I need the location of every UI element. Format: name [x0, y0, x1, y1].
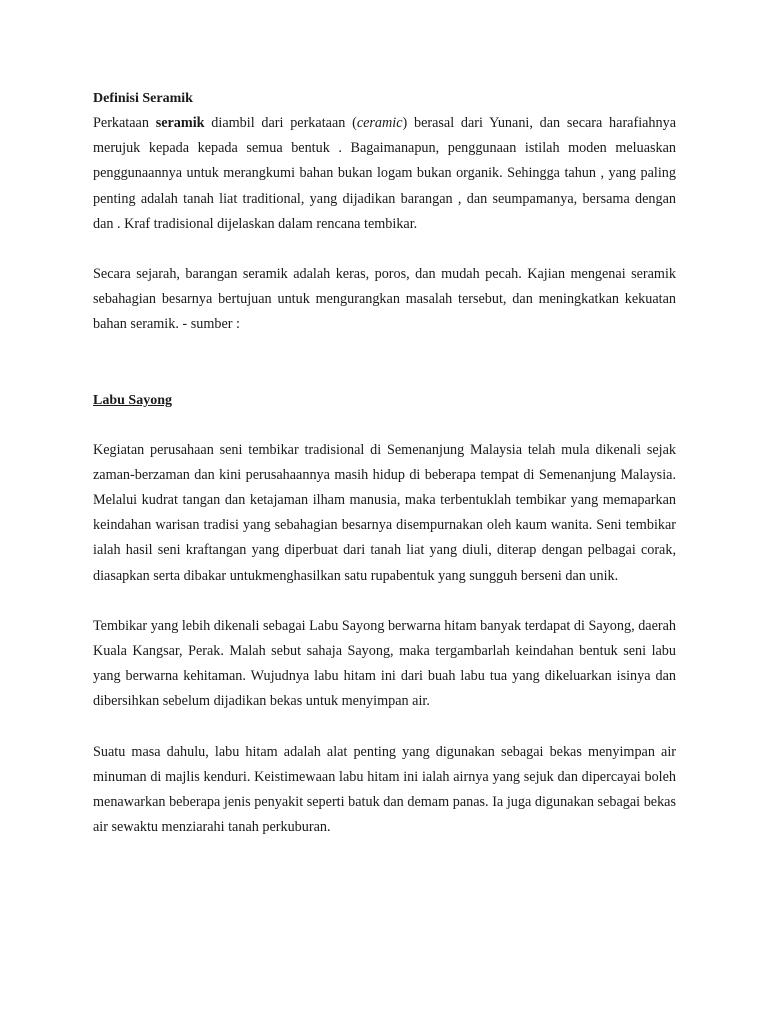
spacer — [93, 237, 676, 262]
section-title-labu-sayong: Labu Sayong — [93, 392, 172, 408]
text-segment: Perkataan — [93, 115, 156, 131]
spacer — [93, 338, 676, 388]
italic-term-ceramic: ceramic — [356, 115, 403, 131]
document-page — [93, 86, 676, 840]
paragraph-labu-sayong-1: Kegiatan perusahaan seni tembikar tradisional di Semenanjung Malaysia telah mula dikenali sejak zaman-berzaman dan kini perusahaannya masih hidup di beberapa tempat di Semenanjung Malaysia. Melalui kudrat tangan dan ketajaman ilham manusia, maka terbentuklah tembikar yang memaparkan keindahan warisan tradisi yang sebahagian besarnya disempurnakan oleh kaum wanita. Seni tembikar ialah hasil seni kraftangan yang diperbuat dari tanah liat yang diuli, diterap dengan pelbagai corak, diasapkan serta dibakar untukmenghasilkan satu rupabentuk yang sungguh berseni dan unik. — [93, 441, 676, 584]
section-title-definisi-seramik: Definisi Seramik — [93, 91, 193, 106]
spacer — [93, 589, 676, 614]
spacer — [93, 715, 676, 740]
spacer — [93, 413, 676, 438]
paragraph-labu-sayong-2: Tembikar yang lebih dikenali sebagai Labu Sayong berwarna hitam banyak terdapat di Sayong, daerah Kuala Kangsar, Perak. Malah sebut sahaja Sayong, maka tergambarlah keindahan bentuk seni labu yang berwarna kehitaman. Wujudnya labu hitam ini dari buah labu tua yang dikeluarkan isinya dan dibersihkan sebelum dijadikan bekas untuk menyimpan air. — [93, 617, 676, 710]
paragraph-labu-sayong-3: Suatu masa dahulu, labu hitam adalah alat penting yang digunakan sebagai bekas menyimpan air minuman di majlis kenduri. Keistimewaan labu hitam ini ialah airnya yang sejuk dan dipercayai boleh menawarkan beberapa jenis penyakit seperti batuk dan demam panas. Ia juga digunakan sebagai bekas air sewaktu menziarahi tanah perkuburan. — [93, 743, 676, 836]
bold-term-seramik: seramik — [155, 115, 205, 131]
text-segment: ) berasal dari Yunani, dan secara harafiahnya merujuk kepada kepada semua bentuk . Bagaimanapun, penggunaan istilah moden meluaskan penggunaannya untuk merangkumi bahan bukan logam bukan organik. Sehingga tahun , yang paling penting adalah tanah liat traditional, yang dijadikan barangan , dan seumpamanya, bersama dengan dan . Kraf tradisional dijelaskan dalam rencana tembikar. — [93, 115, 677, 232]
paragraph-definisi-2: Secara sejarah, barangan seramik adalah keras, poros, dan mudah pecah. Kajian mengenai seramik sebahagian besarnya bertujuan untuk mengurangkan masalah tersebut, dan meningkatkan kekuatan bahan seramik. - sumber : — [93, 266, 676, 333]
text-segment: diambil dari perkataan ( — [204, 115, 357, 131]
paragraph-definisi-1 — [93, 111, 676, 237]
